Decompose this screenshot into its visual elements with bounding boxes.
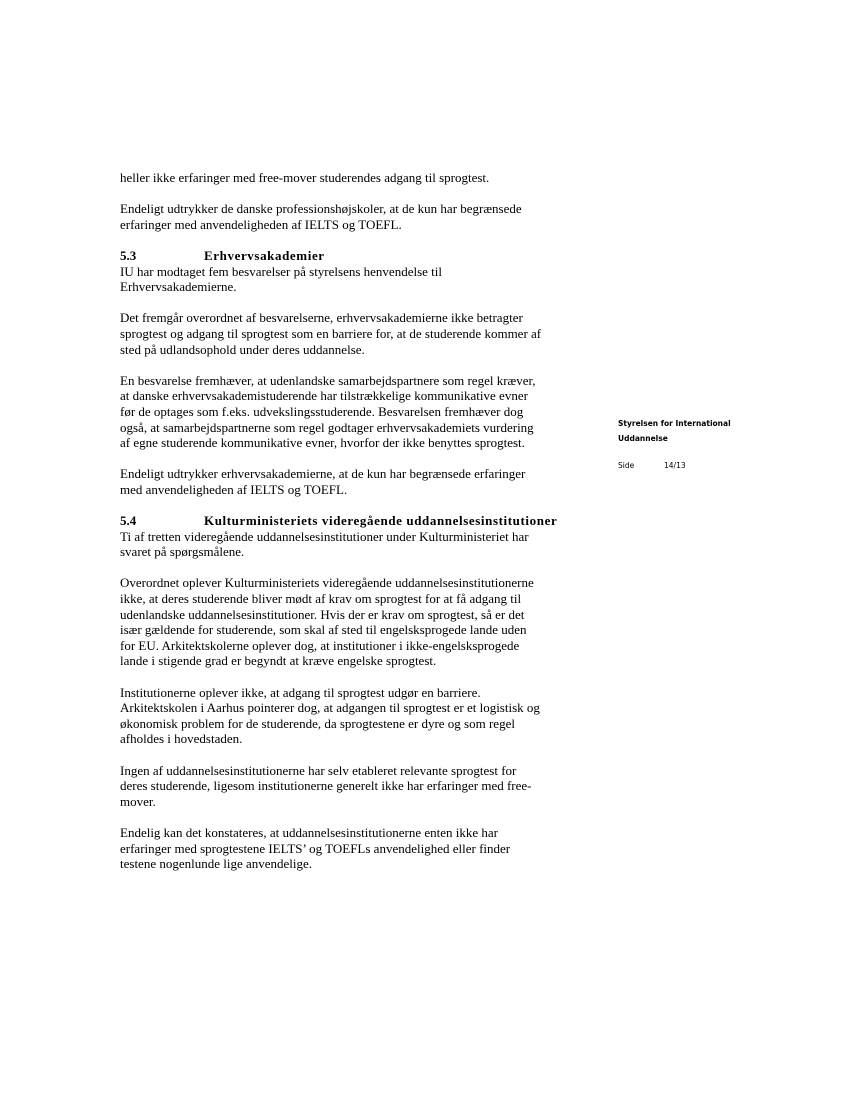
text-line: ikke, at deres studerende bliver mødt af krav om sprogtest for at få adgang til bbox=[120, 591, 522, 607]
page-label: Side bbox=[618, 461, 635, 470]
paragraph bbox=[120, 201, 590, 232]
text-line: IU har modtaget fem besvarelser på styrelsens henvendelse til bbox=[120, 263, 442, 279]
text-line: med anvendeligheden af IELTS og TOEFL. bbox=[120, 481, 348, 497]
paragraph bbox=[120, 170, 590, 186]
text-line: Arkitektskolen i Aarhus pointerer dog, at adgangen til sprogtest er et logistisk og bbox=[120, 700, 540, 716]
text-line: at danske erhvervsakademistuderende har tilstrækkelige kommunikative evner bbox=[120, 388, 528, 404]
text-line: testene nogenlunde lige anvendelige. bbox=[120, 856, 313, 872]
text-line: Det fremgår overordnet af besvarelserne, erhvervsakademierne ikke betragter bbox=[120, 310, 523, 326]
section-number: 5.4 bbox=[120, 513, 137, 529]
text-line: Endelig kan det konstateres, at uddannelsesinstitutionerne enten ikke har bbox=[120, 824, 498, 840]
paragraph bbox=[120, 264, 590, 295]
paragraph bbox=[120, 310, 590, 357]
text-line: Endeligt udtrykker erhvervsakademierne, at de kun har begrænsede erfaringer bbox=[120, 466, 526, 482]
text-line: før de optages som f.eks. udvekslingsstuderende. Besvarelsen fremhæver dog bbox=[120, 403, 524, 419]
sidebar bbox=[618, 416, 768, 471]
text-line: økonomisk problem for de studerende, da sprogtestene er dyre og som regel bbox=[120, 715, 515, 731]
page-number: 14/13 bbox=[664, 461, 686, 470]
text-line: Overordnet oplever Kulturministeriets videregående uddannelsesinstitutionerne bbox=[120, 575, 534, 591]
paragraph bbox=[120, 825, 590, 872]
text-line: for EU. Arkitektskolerne oplever dog, at institutioner i ikke-engelsksprogede bbox=[120, 637, 520, 653]
text-line: sprogtest og adgang til sprogtest som en barriere for, at de studerende kommer af bbox=[120, 325, 542, 341]
paragraph bbox=[120, 466, 590, 497]
section-number: 5.3 bbox=[120, 247, 137, 263]
text-line: Ti af tretten videregående uddannelsesinstitutioner under Kulturministeriet har bbox=[120, 528, 529, 544]
section-heading-5-4 bbox=[120, 513, 590, 529]
text-line: også, at samarbejdspartnerne som regel godtager erhvervsakademiets vurdering bbox=[120, 419, 534, 435]
paragraph bbox=[120, 529, 590, 560]
text-line: Institutionerne oplever ikke, at adgang til sprogtest udgør en barriere. bbox=[120, 684, 481, 700]
text-line: erfaringer med anvendeligheden af IELTS og TOEFL. bbox=[120, 216, 402, 232]
text-line: sted på udlandsophold under deres uddannelse. bbox=[120, 341, 365, 357]
text-line: svaret på spørgsmålene. bbox=[120, 544, 245, 560]
text-line: Endeligt udtrykker de danske professionshøjskoler, at de kun har begrænsede bbox=[120, 201, 522, 217]
text-line: Erhvervsakademierne. bbox=[120, 279, 237, 295]
document-body bbox=[120, 170, 590, 887]
organization-line: Styrelsen for International bbox=[618, 419, 731, 428]
text-line: især gældende for studerende, som skal af sted til engelsksprogede lande uden bbox=[120, 622, 527, 638]
paragraph bbox=[120, 685, 590, 747]
paragraph bbox=[120, 763, 590, 810]
text-line: udenlandske uddannelsesinstitutioner. Hvis der er krav om sprogtest, så er det bbox=[120, 606, 525, 622]
text-line: mover. bbox=[120, 793, 156, 809]
page-indicator bbox=[618, 461, 768, 471]
text-line: erfaringer med sprogtestene IELTS’ og TOEFLs anvendelighed eller finder bbox=[120, 840, 511, 856]
organization-name bbox=[618, 416, 768, 446]
text-line: Ingen af uddannelsesinstitutionerne har selv etableret relevante sprogtest for bbox=[120, 762, 517, 778]
section-title: Erhvervsakademier bbox=[204, 247, 325, 263]
paragraph bbox=[120, 373, 590, 451]
text-line: lande i stigende grad er begyndt at kræve engelske sprogtest. bbox=[120, 653, 437, 669]
text-line: af egne studerende kommunikative evner, hvorfor der ikke benyttes sprogtest. bbox=[120, 435, 525, 451]
section-heading-5-3 bbox=[120, 248, 590, 264]
section-title: Kulturministeriets videregående uddannelsesinstitutioner bbox=[204, 513, 558, 529]
text-line: afholdes i hovedstaden. bbox=[120, 731, 243, 747]
paragraph bbox=[120, 575, 590, 669]
text-line: deres studerende, ligesom institutionerne generelt ikke har erfaringer med free- bbox=[120, 778, 532, 794]
organization-line: Uddannelse bbox=[618, 434, 668, 443]
text-line: En besvarelse fremhæver, at udenlandske samarbejdspartnere som regel kræver, bbox=[120, 372, 536, 388]
text-line: heller ikke erfaringer med free-mover studerendes adgang til sprogtest. bbox=[120, 170, 490, 185]
